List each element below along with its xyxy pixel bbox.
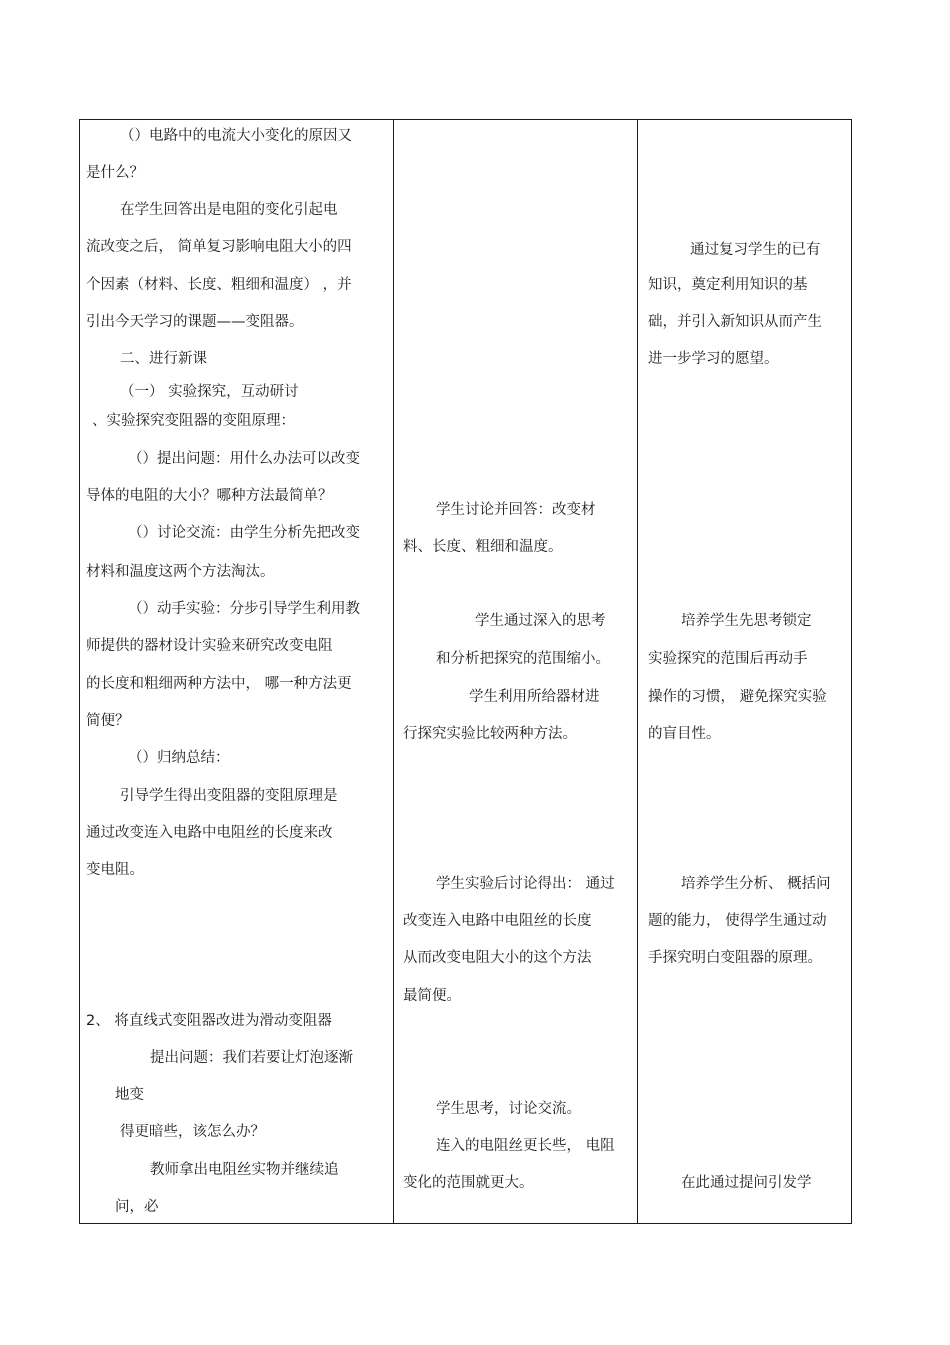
column-divider-1 <box>393 119 394 1224</box>
teacher-text-line: 引出今天学习的课题——变阻器。 <box>86 314 304 330</box>
teacher-text-line: 通过改变连入电路中电阻丝的长度来改 <box>86 825 333 841</box>
teacher-text-line: 师提供的器材设计实验来研究改变电阻 <box>86 638 333 654</box>
intent-text-line: 的盲目性。 <box>648 726 721 742</box>
student-text-line: 学生思考，讨论交流。 <box>436 1101 581 1117</box>
teacher-text-line: （）动手实验：分步引导学生利用教 <box>128 601 360 617</box>
teacher-text-line: 变电阻。 <box>86 862 144 878</box>
intent-text-line: 培养学生先思考锁定 <box>681 613 812 629</box>
intent-text-line: 培养学生分析、 概括问 <box>681 876 831 892</box>
student-text-line: 和分析把探究的范围缩小。 <box>436 651 610 667</box>
subsection-heading: 、实验探究变阻器的变阻原理： <box>92 413 295 429</box>
student-text-line: 料、长度、粗细和温度。 <box>403 539 563 555</box>
section-heading: 二、进行新课 <box>120 351 207 367</box>
intent-text-line: 在此通过提问引发学 <box>681 1175 812 1191</box>
student-text-line: 学生通过深入的思考 <box>475 613 606 629</box>
student-text-line: 学生实验后讨论得出： 通过 <box>436 876 615 892</box>
teacher-text-line: 在学生回答出是电阻的变化引起电 <box>120 202 338 218</box>
teacher-text-line: 导体的电阻的大小？哪种方法最简单？ <box>86 488 333 504</box>
student-text-line: 改变连入电路中电阻丝的长度 <box>403 913 592 929</box>
teacher-text-line: （）归纳总结： <box>128 750 230 766</box>
teacher-text-line: （）电路中的电流大小变化的原因又 <box>120 128 352 144</box>
student-text-line: 变化的范围就更大。 <box>403 1175 534 1191</box>
column-divider-2 <box>637 119 638 1224</box>
teacher-text-line: 得更暗些，该怎么办？ <box>120 1124 265 1140</box>
teacher-text-line: 流改变之后， 简单复习影响电阻大小的四 <box>86 239 352 255</box>
teacher-text-line: 个因素（材料、长度、粗细和温度） ，并 <box>86 277 352 293</box>
student-text-line: 连入的电阻丝更长些， 电阻 <box>436 1138 615 1154</box>
teacher-text-line: 材料和温度这两个方法淘汰。 <box>86 564 275 580</box>
student-text-line: 从而改变电阻大小的这个方法 <box>403 950 592 966</box>
intent-text-line: 操作的习惯， 避免探究实验 <box>648 689 827 705</box>
teacher-text-line: 提出问题：我们若要让灯泡逐渐 <box>150 1050 353 1066</box>
student-text-line: 最简便。 <box>403 988 461 1004</box>
teacher-text-line: 是什么？ <box>86 165 144 181</box>
intent-text-line: 通过复习学生的已有 <box>690 242 821 258</box>
intent-text-line: 知识，奠定利用知识的基 <box>648 277 808 293</box>
intent-text-line: 手探究明白变阻器的原理。 <box>648 950 822 966</box>
student-text-line: 学生利用所给器材进 <box>469 689 600 705</box>
intent-text-line: 进一步学习的愿望。 <box>648 351 779 367</box>
intent-text-line: 础，并引入新知识从而产生 <box>648 314 822 330</box>
teacher-text-line: 教师拿出电阻丝实物并继续追 <box>150 1162 339 1178</box>
student-text-line: 学生讨论并回答：改变材 <box>436 502 596 518</box>
subsection-heading: （一） 实验探究，互动研讨 <box>120 384 299 400</box>
teacher-text-line: （）提出问题：用什么办法可以改变 <box>128 451 360 467</box>
teacher-text-line: 简便？ <box>86 713 130 729</box>
teacher-text-line: 问，必 <box>115 1199 159 1215</box>
intent-text-line: 实验探究的范围后再动手 <box>648 651 808 667</box>
intent-text-line: 题的能力， 使得学生通过动 <box>648 913 827 929</box>
teacher-text-line: 地变 <box>115 1087 144 1103</box>
teacher-text-line: （）讨论交流：由学生分析先把改变 <box>128 525 360 541</box>
student-text-line: 行探究实验比较两种方法。 <box>403 726 577 742</box>
teacher-text-line: 引导学生得出变阻器的变阻原理是 <box>120 788 338 804</box>
subsection-heading: 2、 将直线式变阻器改进为滑动变阻器 <box>86 1013 332 1029</box>
teacher-text-line: 的长度和粗细两种方法中， 哪一种方法更 <box>86 676 352 692</box>
